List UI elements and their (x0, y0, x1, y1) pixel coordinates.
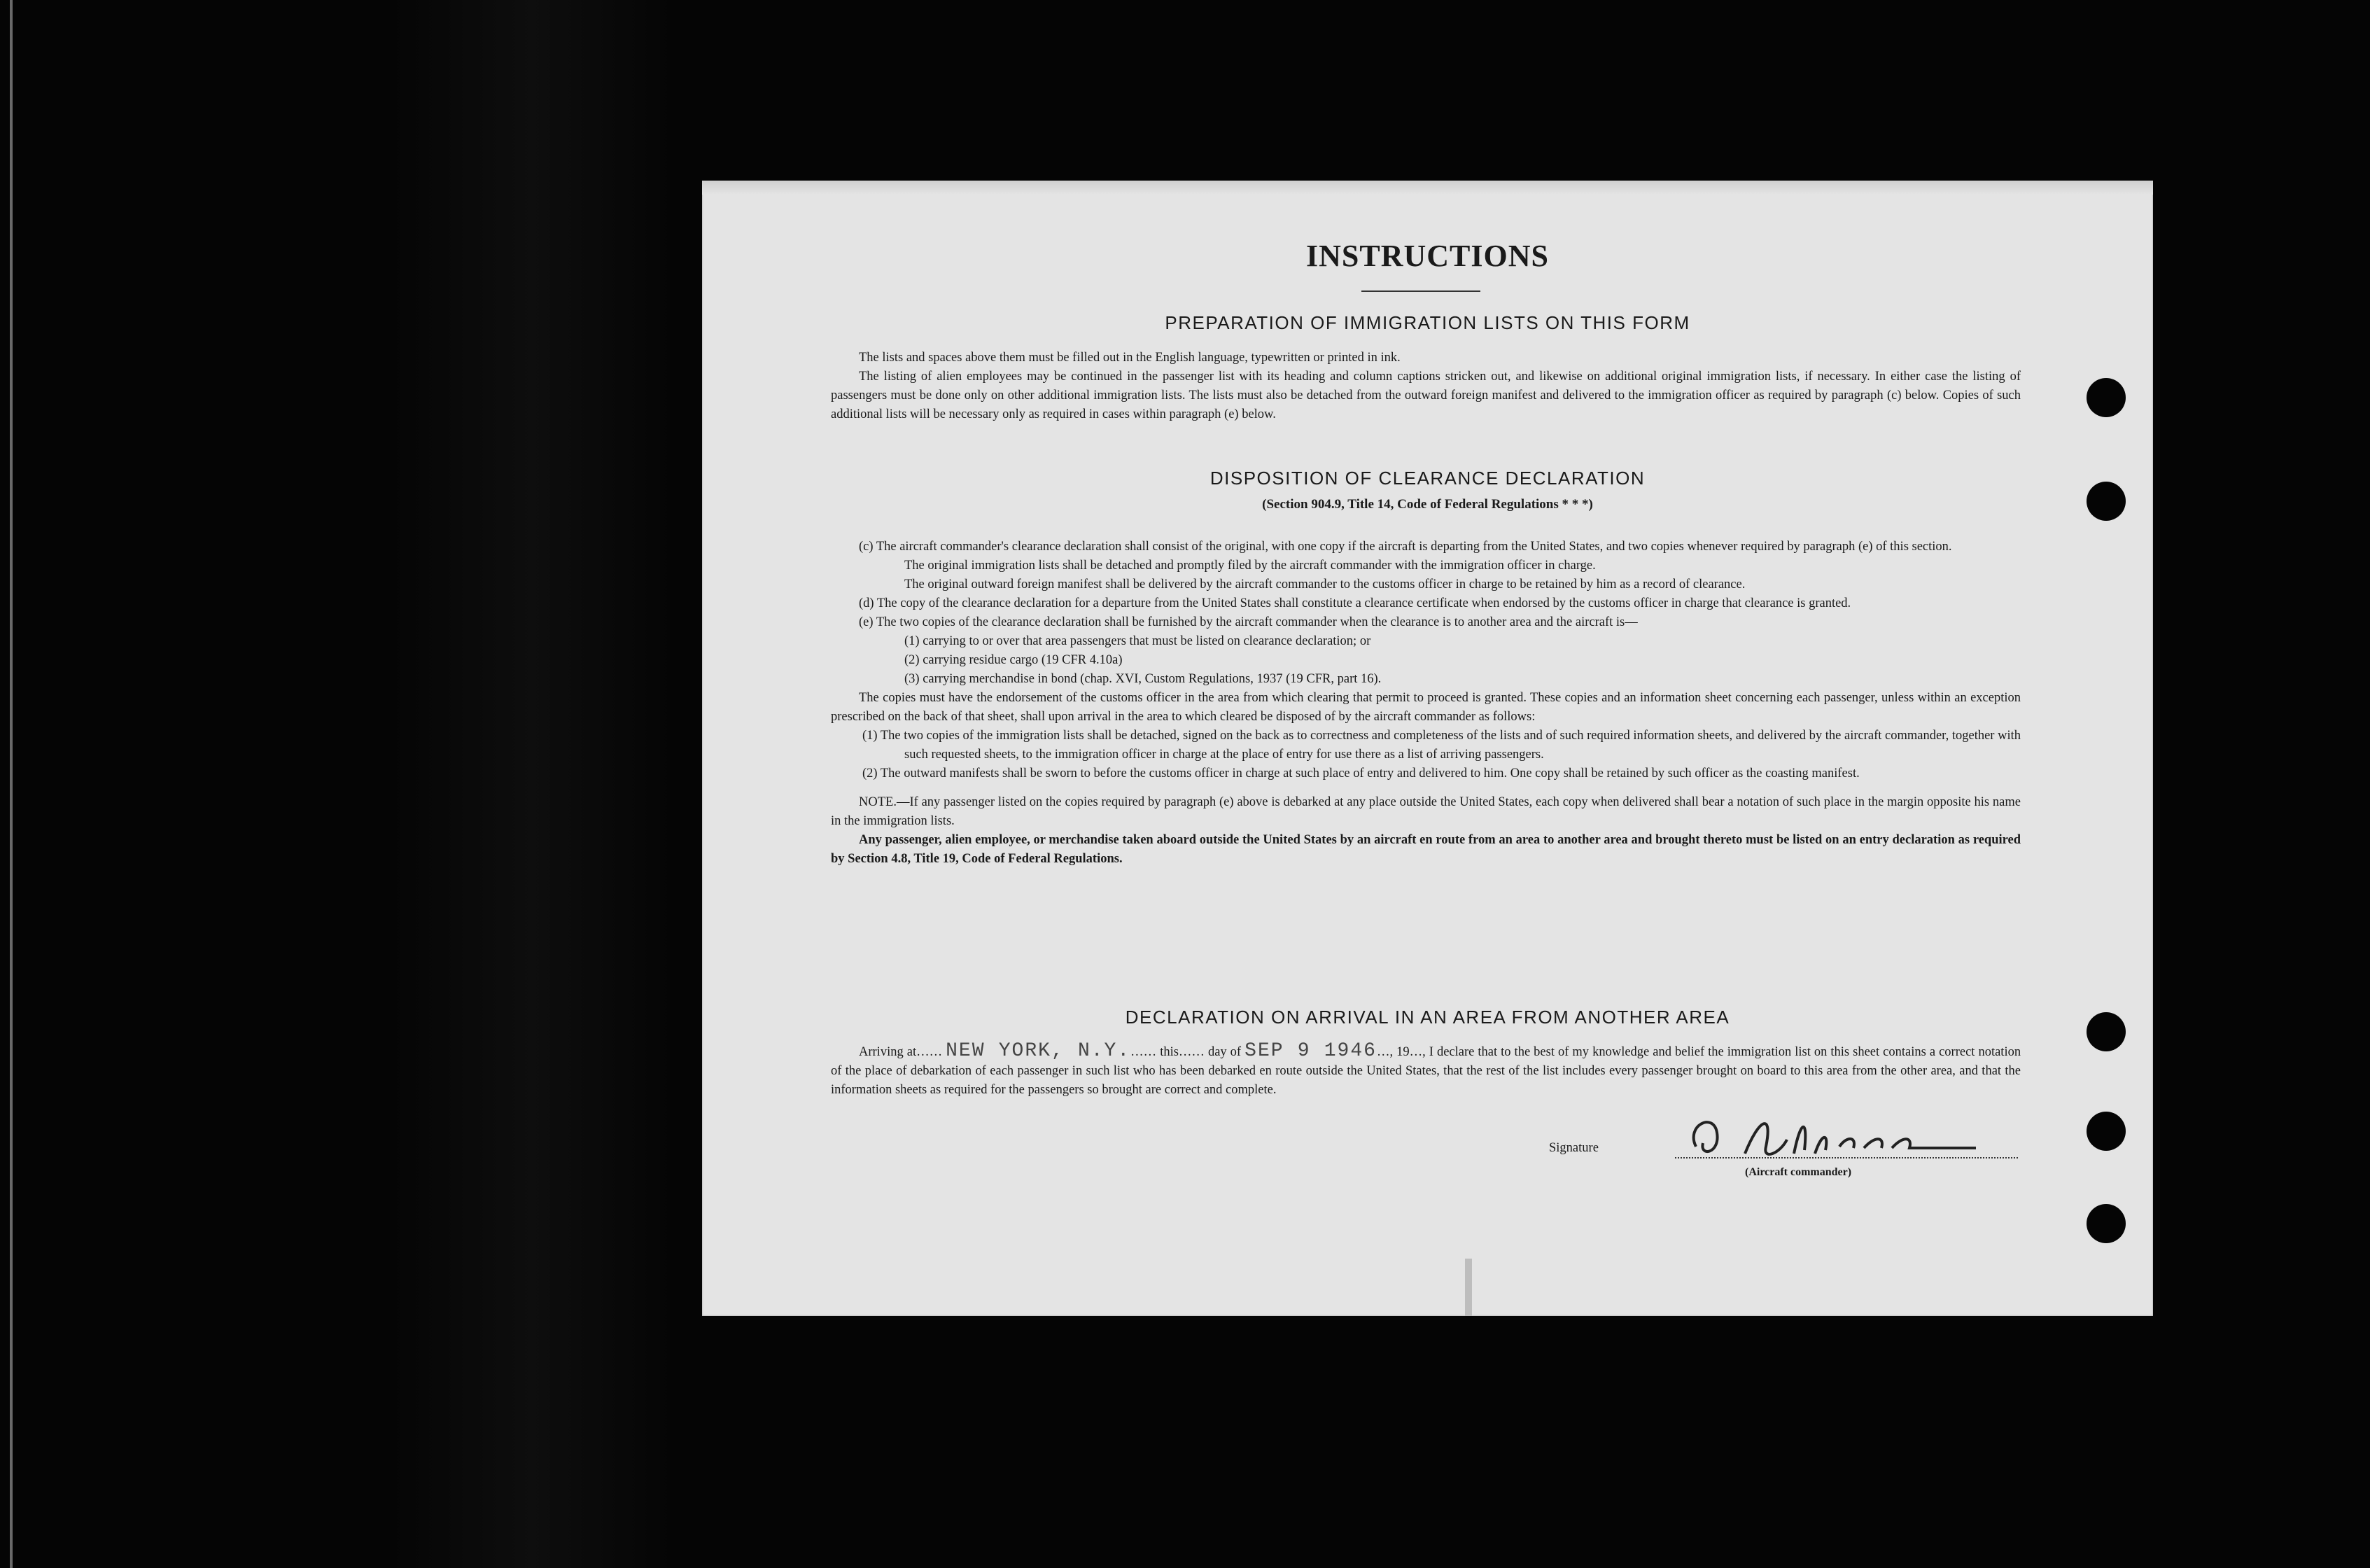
year-label: 19 (1396, 1045, 1410, 1059)
section-heading-declaration: DECLARATION ON ARRIVAL IN AN AREA FROM ANOTHER AREA (1125, 1007, 1730, 1028)
arriving-place-stamp: NEW YORK, N.Y. (946, 1040, 1131, 1062)
arriving-label: Arriving at (859, 1045, 917, 1059)
paragraph-c1: The original immigration lists shall be detached and promptly filed by the aircraft commander with the immigration officer in charge. (904, 559, 1596, 573)
section-heading-disposition: DISPOSITION OF CLEARANCE DECLARATION (1209, 468, 1646, 489)
date-stamp: SEP 9 1946 (1244, 1040, 1377, 1062)
declaration-body (831, 1042, 2021, 1100)
this-label: this (1160, 1045, 1179, 1059)
paragraph-any: Any passenger, alien employee, or merchandise taken aboard outside the United States by an aircraft en route from an area to another area and brought thereto must be listed on an entry declaration as required by Section 4.8, Title 19, Code of Federal Regulations. (831, 833, 2021, 866)
signature-caption: (Aircraft commander) (1745, 1166, 1852, 1178)
day-of-label: day of (1207, 1045, 1242, 1059)
punch-hole (2087, 1204, 2126, 1243)
declaration-text: I declare that to the best of my knowledge and belief the immigration list on this sheet contains a correct notation of the place of debarkation of each passenger in such list who has been debarked en route outside the United States, that the rest of the list includes every passenger brought on board to this area from the other area, and that the information sheets as required for the passengers so brought are correct and complete. (831, 1045, 2021, 1097)
paragraph-e3: (3) carrying merchandise in bond (chap. XVI, Custom Regulations, 1937 (19 CFR, part 16). (904, 672, 1382, 686)
film-edge (10, 0, 13, 1568)
paragraph-e2: (2) carrying residue cargo (19 CFR 4.10a) (904, 653, 1123, 667)
paragraph-f2: (2) The outward manifests shall be sworn to before the customs officer in charge at such place of entry and delivered to him. One copy shall be retained by such officer as the coasting manifest. (862, 766, 1860, 780)
page-title: INSTRUCTIONS (1306, 239, 1549, 273)
paragraph-note: NOTE.—If any passenger listed on the copies required by paragraph (e) above is debarked at any place outside the United States, each copy when delivered shall bear a notation of such place in the margin opposite his name in the immigration lists. (831, 795, 2021, 828)
paper-tear (1465, 1259, 1472, 1316)
paragraph-e: (e) The two copies of the clearance declaration shall be furnished by the aircraft commander when the clearance is to another area and the aircraft is— (859, 615, 1638, 629)
paragraph-copies: The copies must have the endorsement of the customs officer in the area from which clearing that permit to proceed is granted. These copies and an information sheet concerning each passenger, unless within an exception prescribed on the back of that sheet, shall upon arrival in the area to which cleared be disposed of by the aircraft commander as follows: (831, 691, 2021, 724)
section-body-disposition (831, 538, 2021, 869)
title-rule (1361, 290, 1480, 292)
paragraph: The lists and spaces above them must be filled out in the English language, typewritten or printed in ink. (859, 351, 1401, 365)
section-subheading: (Section 904.9, Title 14, Code of Federal Regulations * * *) (1262, 497, 1593, 512)
paragraph-d: (d) The copy of the clearance declaration for a departure from the United States shall constitute a clearance certificate when endorsed by the customs officer in charge that clearance is granted. (859, 596, 1851, 610)
paragraph: The listing of alien employees may be continued in the passenger list with its heading and column captions stricken out, and likewise on additional original immigration lists, if necessary. In either case the listing of passengers must be done only on other additional immigration lists. The lists must also be detached from the outward foreign manifest and delivered to the immigration officer as required by paragraph (c) below. Copies of such additional lists will be necessary only as required in cases within paragraph (e) below. (831, 370, 2021, 421)
punch-hole (2087, 378, 2126, 417)
declaration-paragraph: Arriving at…… NEW YORK, N.Y.…… this…… day of SEP 9 1946…, 19…, I declare that to the best of my knowledge and belief the immigration list on this sheet contains a correct notation of the place of debarkation of each passenger in such list who has been debarked en route outside the United States, that the rest of the list includes every passenger brought on board to this area from the other area, and that the information sheets as required for the passengers so brought are correct and complete. (831, 1040, 2021, 1097)
paragraph-f1: (1) The two copies of the immigration lists shall be detached, signed on the back as to correctness and completeness of the lists and of such required information sheets, and delivered by the aircraft commander, together with such requested sheets, to the immigration officer in charge at the place of entry for use there as a list of arriving passengers. (862, 729, 2021, 762)
punch-hole (2087, 1112, 2126, 1151)
signature-label: Signature (1549, 1141, 1599, 1155)
scan-background (392, 0, 672, 1568)
signature-line (1675, 1157, 2018, 1158)
section-body-preparation (831, 349, 2021, 424)
paragraph-c2: The original outward foreign manifest shall be delivered by the aircraft commander to the customs officer in charge to be retained by him as a record of clearance. (904, 578, 1746, 592)
paragraph-c: (c) The aircraft commander's clearance declaration shall consist of the original, with one copy if the aircraft is departing from the United States, and two copies whenever required by paragraph (e) of this section. (859, 540, 1952, 554)
document-page (702, 181, 2153, 1316)
section-heading-preparation: PREPARATION OF IMMIGRATION LISTS ON THIS FORM (1165, 312, 1690, 333)
paragraph-e1: (1) carrying to or over that area passengers that must be listed on clearance declaration; or (904, 634, 1371, 648)
